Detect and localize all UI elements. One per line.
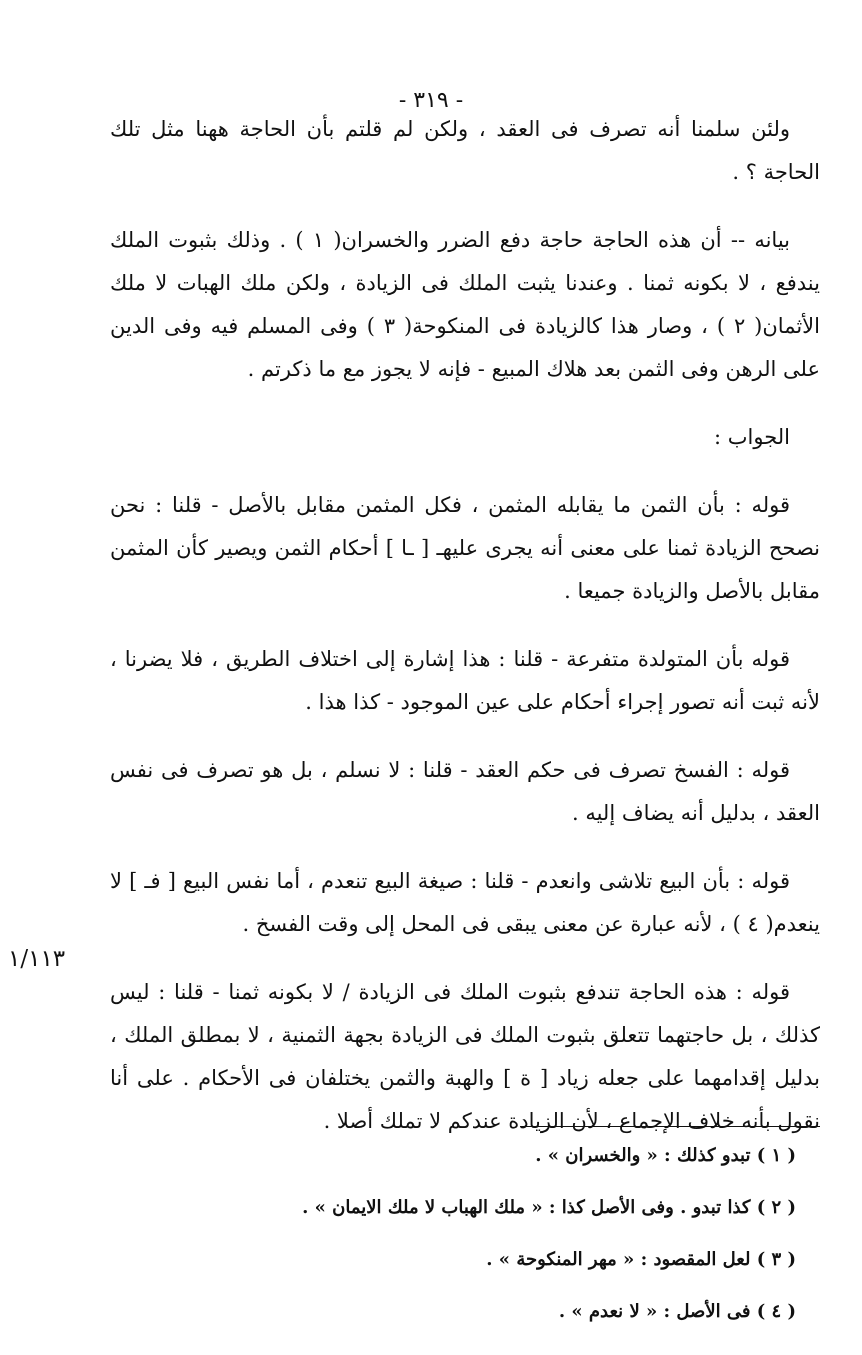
page-number: - ٣١٩ - (398, 88, 464, 113)
paragraph-heading-answer: الجواب : (714, 425, 790, 449)
footnote: ( ١ ) تبدو كذلك : « والخسران » . (535, 1145, 796, 1166)
paragraph: قوله : الفسخ تصرف فى حكم العقد - قلنا : لا نسلم ، بل هو تصرف فى نفس العقد ، بدليل أنه يضاف إليه . (110, 758, 820, 825)
paragraph: بيانه -- أن هذه الحاجة حاجة دفع الضرر والخسران( ١ ) . وذلك بثبوت الملك يندفع ، لا بكونه ثمنا . وعندنا يثبت الملك فى الزيادة ، ولكن ملك الهبات لا ملك الأثمان( ٢ ) ، وصار هذا كالزيادة فى المنكوحة( ٣ ) وفى المسلم فيه وفى الدين على الرهن وفى الثمن بعد هلاك المبيع - فإنه لا يجوز مع ما ذكرتم . (110, 228, 820, 381)
paragraph: ولئن سلمنا أنه تصرف فى العقد ، ولكن لم قلتم بأن الحاجة ههنا مثل تلك الحاجة ؟ . (110, 117, 820, 184)
footnote-divider (520, 1126, 820, 1127)
footnote: ( ٤ ) فى الأصل : « لا نعدم » . (558, 1301, 796, 1322)
footnotes (156, 1130, 796, 1338)
paragraph: قوله : بأن البيع تلاشى وانعدم - قلنا : صيغة البيع تنعدم ، أما نفس البيع [ فـ ] لا ينعدم( ٤ ) ، لأنه عبارة عن معنى يبقى فى المحل إلى وقت الفسخ . (110, 869, 820, 936)
paragraph: قوله : هذه الحاجة تندفع بثبوت الملك فى الزيادة / لا بكونه ثمنا - قلنا : ليس كذلك ، بل حاجتهما تتعلق بثبوت الملك فى الزيادة بجهة الثمنية ، لا بمطلق الملك ، بدليل إقدامهما على جعله زياد [ ة ] والهبة والثمن يختلفان فى الأحكام . على أنا نقول بأنه خلاف الإجماع ، لأن الزيادة عندكم لا تملك أصلا . (110, 980, 820, 1133)
footnote: ( ٢ ) كذا تبدو . وفى الأصل كذا : « ملك الهباب لا ملك الايمان » . (302, 1197, 796, 1218)
paragraph: قوله بأن المتولدة متفرعة - قلنا : هذا إشارة إلى اختلاف الطريق ، فلا يضرنا ، لأنه ثبت أنه تصور إجراء أحكام على عين الموجود - كذا هذا . (110, 647, 820, 714)
paragraph: قوله : بأن الثمن ما يقابله المثمن ، فكل المثمن مقابل بالأصل - قلنا : نحن نصحح الزيادة ثمنا على معنى أنه يجرى عليهـ [ ـا ] أحكام الثمن ويصير كأن المثمن مقابل بالأصل والزيادة جميعا . (110, 493, 821, 603)
margin-folio-reference: ١/١١٣ (8, 946, 66, 972)
footnote: ( ٣ ) لعل المقصود : « مهر المنكوحة » . (486, 1249, 796, 1270)
main-text (110, 108, 820, 1168)
